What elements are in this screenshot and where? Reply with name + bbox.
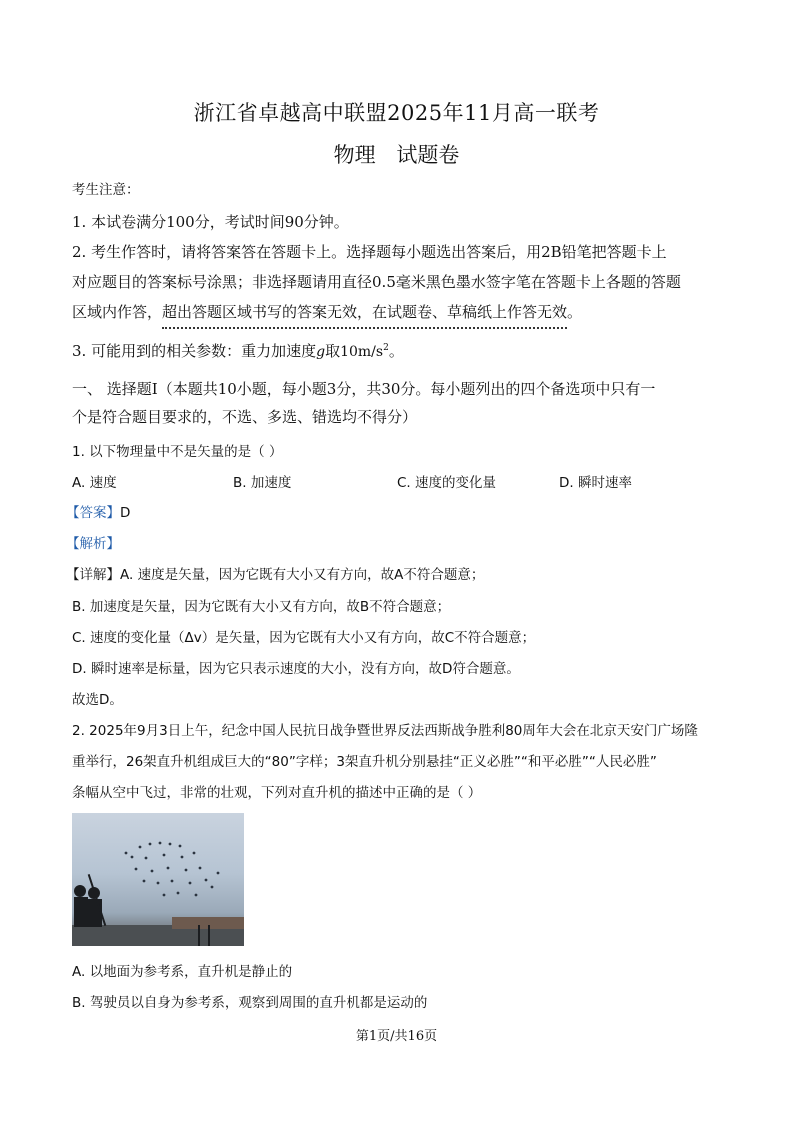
helicopter-formation-photo	[72, 813, 244, 946]
subject-label: 物理	[333, 143, 376, 167]
paper-type-label: 试题卷	[396, 143, 460, 167]
notice-item-3-text: 3. 可能用到的相关参数：重力加速度	[72, 342, 317, 360]
notice-item-2-line-2: 对应题目的答案标号涂黑；非选择题请用直径0.5毫米黑色墨水签字笔在答题卡上各题的答题	[72, 273, 681, 291]
page-footer: 第1页/共16页	[355, 1029, 438, 1044]
question-1-analysis	[66, 532, 120, 552]
notice-heading: 考生注意：	[72, 182, 140, 198]
question-2-line-1: 2. 2025年9月3日上午，纪念中国人民抗日战争暨世界反法西斯战争胜利80周年大会在北京天安门广场隆	[72, 723, 698, 739]
notice-item-2-part-c: 。	[567, 303, 583, 321]
answer-value: D	[120, 505, 131, 521]
question-2-option-a: A. 以地面为参考系，直升机是静止的	[72, 964, 293, 980]
question-1-stem: 1. 以下物理量中不是矢量的是（ ）	[72, 444, 283, 460]
notice-item-3	[72, 340, 404, 361]
question-1-conclusion: 故选D。	[72, 692, 123, 708]
notice-item-2-emphasis: 超出答题区域书写的答案无效，在试题卷、草稿纸上作答无效	[162, 303, 567, 329]
question-2-option-b: B. 驾驶员以自身为参考系，观察到周围的直升机都是运动的	[72, 995, 428, 1011]
analysis-tag: 【解析】	[66, 536, 120, 552]
section-1-line-2: 个是符合题目要求的，不选、多选、错选均不得分）	[72, 408, 418, 426]
question-1-option-d: D. 瞬时速率	[559, 475, 632, 491]
question-1-detail-a	[66, 563, 484, 583]
answer-tag: 【答案】	[66, 505, 120, 521]
notice-item-2-line-3	[72, 301, 582, 322]
question-1-option-c: C. 速度的变化量	[397, 475, 497, 491]
section-1-line-1: 一、 选择题Ⅰ（本题共10小题，每小题3分，共30分。每小题列出的四个备选项中只有一	[72, 380, 656, 398]
question-1-option-a: A. 速度	[72, 475, 117, 491]
notice-item-3-end: 。	[388, 342, 404, 360]
notice-item-2-part-a: 区域内作答，	[72, 303, 163, 321]
notice-item-1: 1. 本试卷满分100分，考试时间90分钟。	[72, 213, 349, 231]
question-2-line-2: 重举行，26架直升机组成巨大的“80”字样；3架直升机分别悬挂“正义必胜”“和平必胜”“人民必胜”	[72, 754, 657, 770]
notice-item-3-take: 取	[325, 342, 341, 360]
notice-item-2-line-1: 2. 考生作答时，请将答案答在答题卡上。选择题每小题选出答案后，用2B铅笔把答题卡上	[72, 243, 667, 261]
question-2-line-3: 条幅从空中飞过，非常的壮观，下列对直升机的描述中正确的是（ ）	[72, 785, 482, 801]
gravity-exponent: 2	[383, 343, 389, 353]
symbol-g: g	[316, 344, 326, 360]
detail-a-text: A. 速度是矢量，因为它既有大小又有方向，故A不符合题意；	[120, 567, 485, 583]
exam-title: 浙江省卓越高中联盟2025年11月高一联考	[193, 101, 600, 125]
photo-illustration	[72, 813, 244, 946]
exam-subtitle	[0, 139, 793, 169]
question-1-detail-c: C. 速度的变化量（Δv）是矢量，因为它既有大小又有方向，故C不符合题意；	[72, 630, 536, 646]
question-1-detail-b: B. 加速度是矢量，因为它既有大小又有方向，故B不符合题意；	[72, 599, 451, 615]
gravity-value: 10m/s	[340, 344, 384, 360]
detail-tag: 【详解】	[66, 567, 120, 583]
question-1-detail-d: D. 瞬时速率是标量，因为它只表示速度的大小，没有方向，故D符合题意。	[72, 661, 520, 677]
question-1-answer	[66, 501, 130, 521]
question-1-option-b: B. 加速度	[233, 475, 292, 491]
